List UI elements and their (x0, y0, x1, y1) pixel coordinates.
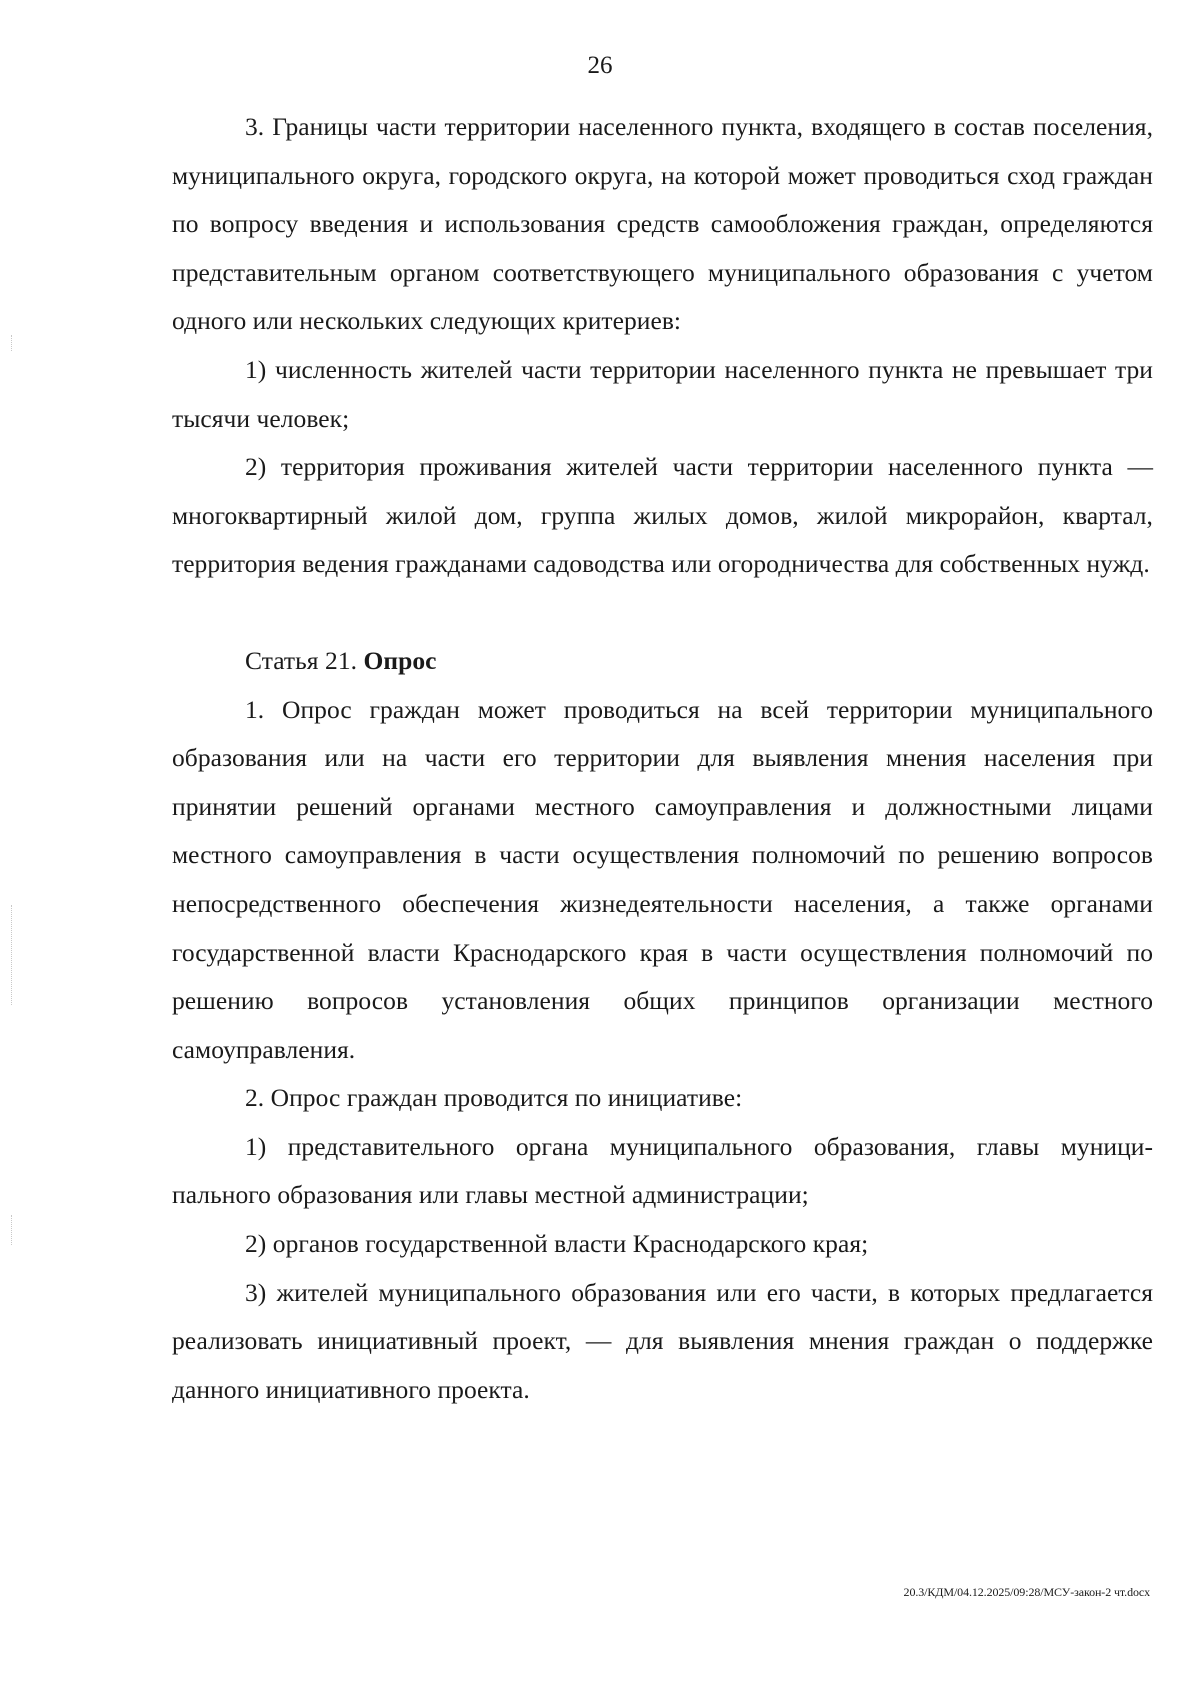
article-21-prefix: Статья 21. (245, 645, 364, 675)
article-21-title: Опрос (363, 645, 437, 675)
section-3-paragraph: 3. Границы части территории населенного пункта, входящего в состав поселения, муниципального округа, городского округа, на которой может проводиться сход граждан по вопросу введения и использования средств самообложения граждан, определяются представительным органом соответствующего муниципального образования с учетом одного или нескольких следующих критериев: (172, 112, 1153, 336)
article-21-paragraph-2: 2. Опрос граждан проводится по инициативе: (245, 1083, 743, 1113)
page-number: 26 (587, 52, 613, 79)
article-21-paragraph-1: 1. Опрос граждан может проводиться на всей территории муниципального образования или на части его территории для выявления мнения населения при принятии решений органами местного самоуправления и должностными лицами местного самоуправления в части осуществления полномочий по решению вопросов непосредственного обеспечения жизнедеятельности населения, а также органами государственной власти Краснодарского края в части осуществления полномочий по решению вопросов установления общих принципов организации местного самоуправления. (172, 694, 1153, 1064)
article-21-item-3: 3) жителей муниципального образования или его части, в которых предлагается реализовать инициативный проект, — для выявления мнения граждан о поддержке данного инициативного проекта. (172, 1277, 1153, 1404)
article-21-heading (172, 637, 1153, 686)
scan-margin-mark (11, 905, 13, 1005)
file-stamp: 20.3/КДМ/04.12.2025/09:28/МСУ-закон-2 чт.docx (903, 1585, 1150, 1599)
document-body (172, 103, 1153, 1414)
article-21-item-1: 1) представительного органа муниципального образования, главы муниципального образования или главы местной администрации; (172, 1131, 1153, 1210)
article-21-item-2: 2) органов государственной власти Краснодарского края; (245, 1229, 869, 1259)
scan-margin-mark (11, 1215, 13, 1245)
scan-margin-mark (11, 335, 13, 351)
section-3-item-2: 2) территория проживания жителей части территории населенного пункта — многоквартирный жилой дом, группа жилых домов, жилой микрорайон, квартал, территория ведения гражданами садоводства или огородничества для собственных нужд. (172, 452, 1153, 579)
section-3-item-1: 1) численность жителей части территории населенного пункта не превышает три тысячи человек; (172, 354, 1153, 433)
